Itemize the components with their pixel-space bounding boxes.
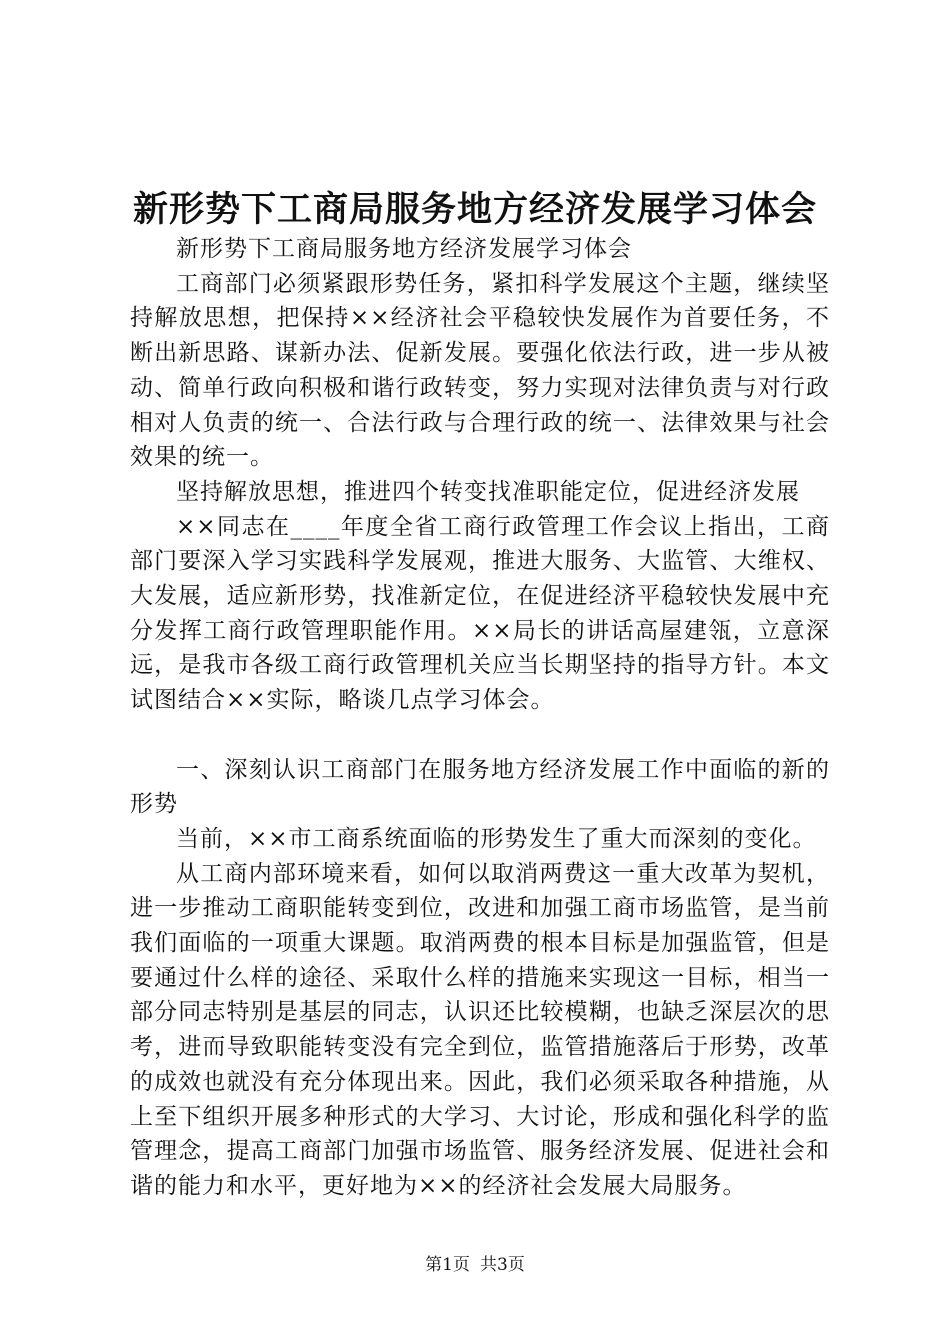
- page-total: 共3页: [480, 1255, 525, 1275]
- paragraph-intro: 工商部门必须紧跟形势任务，紧扣科学发展这个主题，继续坚持解放思想，把保持××经济社会平稳较快发展作为首要任务，不断出新思路、谋新办法、促新发展。要强化依法行政，进一步从被动、简单行政向积极和谐行政转变，努力实现对法律负责与对行政相对人负责的统一、合法行政与合理行政的统一、法律效果与社会效果的统一。: [130, 270, 830, 471]
- document-body: [130, 232, 830, 1204]
- page-number: 第1页: [425, 1255, 470, 1275]
- document-subtitle: 新形势下工商局服务地方经济发展学习体会: [176, 236, 632, 262]
- paragraph-meeting-quote: ××同志在____年度全省工商行政管理工作会议上指出，工商部门要深入学习实践科学发展观，推进大服务、大监管、大维权、大发展，适应新形势，找准新定位，在促进经济平稳较快发展中充分发挥工商行政管理职能作用。××局长的讲话高屋建瓴，立意深远，是我市各级工商行政管理机关应当长期坚持的指导方针。本文试图结合××实际，略谈几点学习体会。: [130, 513, 830, 714]
- document-title: 新形势下工商局服务地方经济发展学习体会: [132, 189, 817, 230]
- page-footer: [0, 1253, 950, 1277]
- paragraph-heading-liberation: 坚持解放思想，推进四个转变找准职能定位，促进经济发展: [176, 478, 800, 505]
- paragraph-internal-environment: 从工商内部环境来看，如何以取消两费这一重大改革为契机，进一步推动工商职能转变到位，改进和加强工商市场监管，是当前我们面临的一项重大课题。取消两费的根本目标是加强监管，但是要通过什么样的途径、采取什么样的措施来实现这一目标，相当一部分同志特别是基层的同志，认识还比较模糊，也缺乏深层次的思考，进而导致职能转变没有完全到位，监管措施落后于形势，改革的成效也就没有充分体现出来。因此，我们必须采取各种措施，从上至下组织开展多种形式的大学习、大讨论，形成和强化科学的监管理念，提高工商部门加强市场监管、服务经济发展、促进社会和谐的能力和水平，更好地为××的经济社会发展大局服务。: [130, 860, 830, 1199]
- section-heading-one: 一、深刻认识工商部门在服务地方经济发展工作中面临的新的形势: [130, 756, 830, 818]
- paragraph-current-situation: 当前，××市工商系统面临的形势发生了重大而深刻的变化。: [176, 825, 817, 852]
